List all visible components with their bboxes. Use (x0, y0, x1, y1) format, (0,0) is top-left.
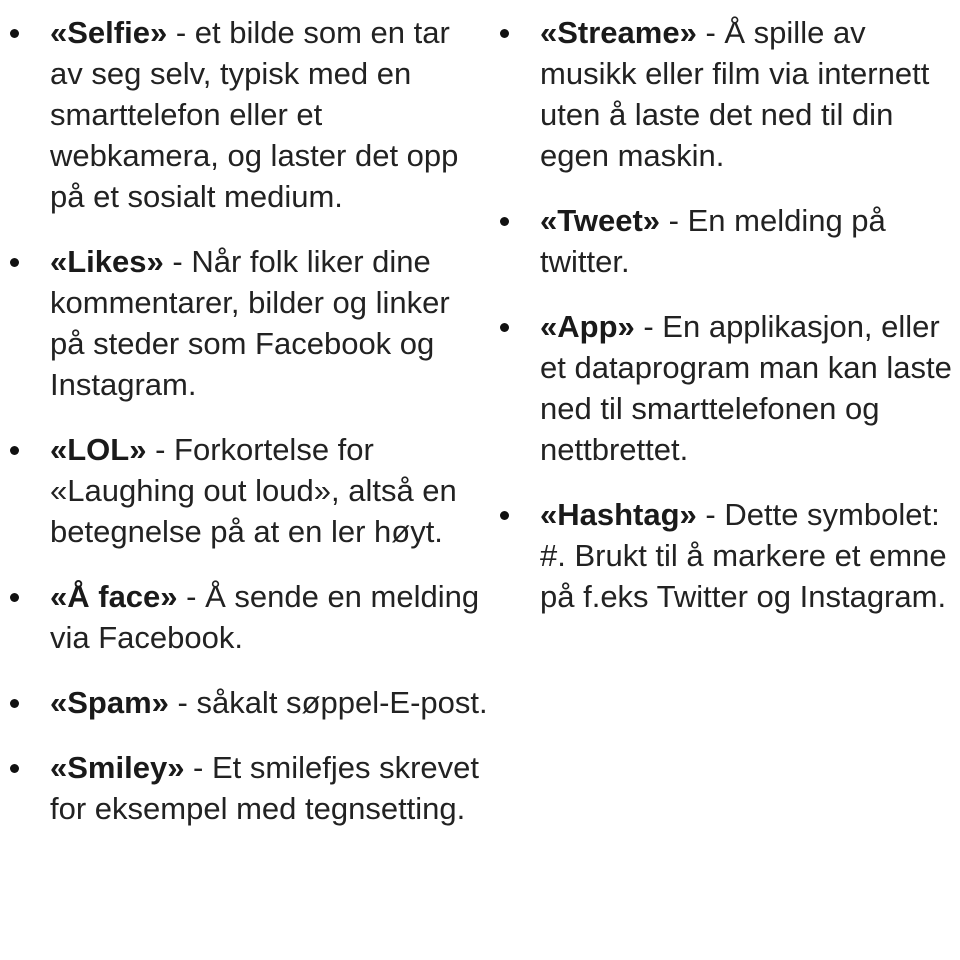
glossary-definition: - såkalt søppel-E-post. (168, 685, 488, 720)
glossary-right-column (490, 12, 955, 641)
glossary-term: «Å face» (50, 579, 178, 614)
glossary-item-streame (490, 12, 955, 176)
glossary-item-spam (0, 682, 490, 723)
glossary-definition: - En melding på twitter. (540, 203, 886, 279)
bullet-icon (500, 29, 509, 38)
glossary-item-app (490, 306, 955, 470)
bullet-icon (10, 764, 19, 773)
glossary-definition: - et bilde som en tar av seg selv, typisk med en smarttelefon eller et webkamera, og laster det opp på et sosialt medium. (50, 15, 459, 214)
glossary-item-hashtag (490, 494, 955, 617)
bullet-icon (10, 699, 19, 708)
glossary-definition: - Når folk liker dine kommentarer, bilder og linker på steder som Facebook og Instagram. (50, 244, 450, 402)
glossary-term: «Spam» (50, 685, 169, 720)
glossary-item-tweet (490, 200, 955, 282)
glossary-term: «Smiley» (50, 750, 185, 785)
glossary-item-a-face (0, 576, 490, 658)
glossary-term: «Likes» (50, 244, 164, 279)
glossary-term: «Hashtag» (540, 497, 697, 532)
glossary-item-likes (0, 241, 490, 405)
glossary-term: «Streame» (540, 15, 697, 50)
glossary-term: «Tweet» (540, 203, 661, 238)
glossary-term: «Selfie» (50, 15, 168, 50)
glossary-definition: - Å sende en melding via Facebook. (50, 579, 480, 655)
glossary-definition: - Et smilefjes skrevet for eksempel med tegnsetting. (50, 750, 479, 826)
bullet-icon (500, 323, 509, 332)
bullet-icon (10, 258, 19, 267)
bullet-icon (10, 446, 19, 455)
glossary-term: «App» (540, 309, 635, 344)
bullet-icon (500, 511, 509, 520)
glossary-term: «LOL» (50, 432, 147, 467)
glossary-item-smiley (0, 747, 490, 829)
bullet-icon (500, 217, 509, 226)
glossary-left-column (0, 12, 490, 853)
glossary-definition: - En applikasjon, eller et dataprogram man kan laste ned til smarttelefonen og nettbrettet. (540, 309, 952, 467)
glossary-item-lol (0, 429, 490, 552)
bullet-icon (10, 29, 19, 38)
glossary-definition: - Forkortelse for «Laughing out loud», altså en betegnelse på at en ler høyt. (50, 432, 457, 549)
bullet-icon (10, 593, 19, 602)
glossary-definition: - Å spille av musikk eller film via internett uten å laste det ned til din egen maskin. (540, 15, 930, 173)
glossary-item-selfie (0, 12, 490, 217)
glossary-definition: - Dette symbolet: #. Brukt til å markere et emne på f.eks Twitter og Instagram. (540, 497, 947, 614)
